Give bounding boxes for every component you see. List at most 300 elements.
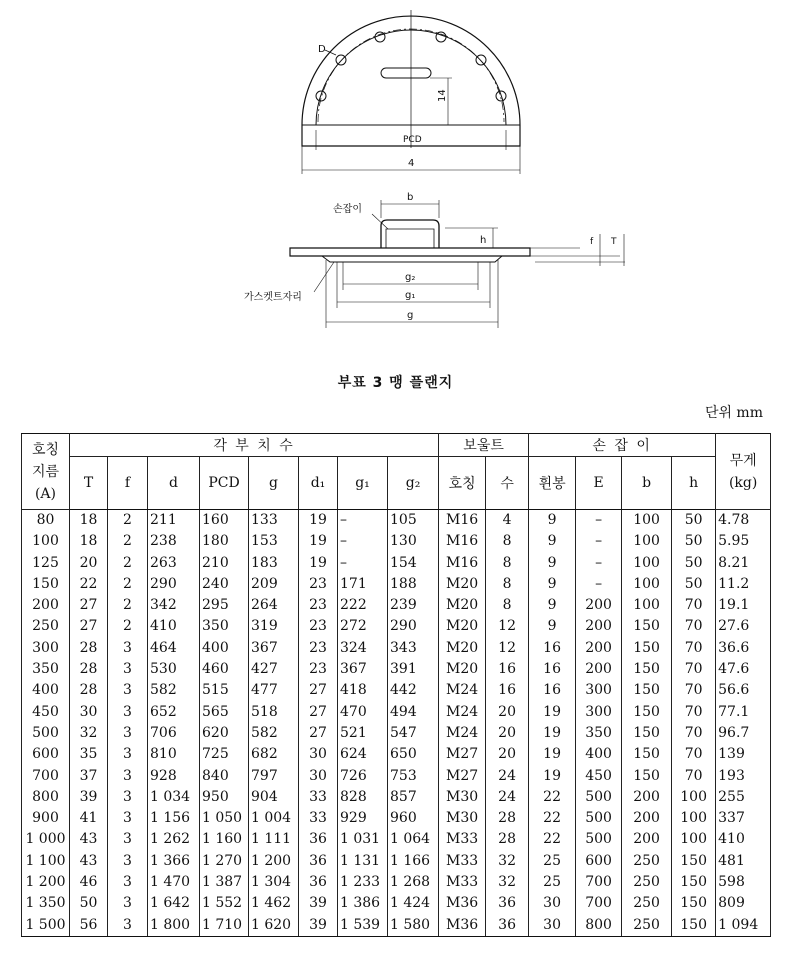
table-cell: 9: [529, 531, 576, 552]
table-cell: 200: [622, 808, 672, 829]
table-cell: 22: [529, 808, 576, 829]
table-cell: 470: [338, 702, 388, 723]
table-cell: 2: [108, 574, 148, 595]
table-cell: 2: [108, 595, 148, 616]
table-cell: 46: [70, 872, 108, 893]
table-cell: 1 200: [249, 851, 299, 872]
table-row: [22, 893, 771, 914]
label-gasket: 가스켓트자리: [244, 292, 302, 303]
table-cell: M33: [439, 851, 486, 872]
table-cell: 150: [622, 638, 672, 659]
table-cell: 56.6: [716, 680, 771, 701]
table-cell: 28: [70, 680, 108, 701]
table-cell: 500: [576, 808, 622, 829]
table-cell: 4: [486, 510, 529, 532]
table-cell: M24: [439, 702, 486, 723]
table-cell: 3: [108, 851, 148, 872]
table-cell: 16: [486, 680, 529, 701]
table-cell: 133: [249, 510, 299, 532]
table-cell: 150: [672, 851, 716, 872]
table-cell: 27: [70, 616, 108, 637]
table-cell: 1 270: [200, 851, 249, 872]
table-cell: –: [338, 510, 388, 532]
table-cell: 36: [299, 851, 338, 872]
table-cell: 37: [70, 766, 108, 787]
table-cell: 150: [672, 872, 716, 893]
table-cell: M33: [439, 872, 486, 893]
header-f: f: [108, 457, 148, 510]
table-cell: 30: [70, 702, 108, 723]
table-cell: 56: [70, 915, 108, 937]
table-cell: 150: [622, 659, 672, 680]
table-cell: 193: [716, 766, 771, 787]
table-cell: 410: [148, 616, 200, 637]
table-cell: M16: [439, 531, 486, 552]
table-cell: 3: [108, 680, 148, 701]
table-cell: 418: [338, 680, 388, 701]
table-cell: 624: [338, 744, 388, 765]
table-cell: 3: [108, 702, 148, 723]
table-cell: 24: [486, 766, 529, 787]
header-g2: g₂: [388, 457, 439, 510]
table-cell: 4.78: [716, 510, 771, 532]
table-cell: –: [338, 553, 388, 574]
table-cell: 9: [529, 553, 576, 574]
table-cell: 50: [70, 893, 108, 914]
header-bar: 휜봉: [529, 457, 576, 510]
table-cell: 295: [200, 595, 249, 616]
table-cell: 100: [672, 808, 716, 829]
table-cell: M24: [439, 723, 486, 744]
table-cell: 1 233: [338, 872, 388, 893]
table-cell: 20: [486, 702, 529, 723]
table-cell: M27: [439, 744, 486, 765]
header-handle: 손 잡 이: [529, 434, 716, 457]
table-cell: 521: [338, 723, 388, 744]
header-d1: d₁: [299, 457, 338, 510]
table-cell: 500: [576, 787, 622, 808]
table-cell: 2: [108, 510, 148, 532]
table-cell: 481: [716, 851, 771, 872]
table-cell: 1 050: [200, 808, 249, 829]
table-cell: 1 160: [200, 829, 249, 850]
table-cell: 39: [299, 893, 338, 914]
table-cell: 30: [299, 766, 338, 787]
table-cell: 39: [70, 787, 108, 808]
table-cell: 343: [388, 638, 439, 659]
label-14: 14: [437, 89, 448, 102]
table-cell: 19: [529, 723, 576, 744]
header-g: g: [249, 457, 299, 510]
table-row: [22, 851, 771, 872]
table-cell: 518: [249, 702, 299, 723]
table-cell: 367: [338, 659, 388, 680]
header-h: h: [672, 457, 716, 510]
table-cell: 650: [388, 744, 439, 765]
table-cell: 600: [22, 744, 70, 765]
table-cell: M16: [439, 510, 486, 532]
table-cell: 20: [486, 744, 529, 765]
table-row: [22, 723, 771, 744]
table-row: [22, 531, 771, 552]
table-cell: 2: [108, 531, 148, 552]
table-cell: 150: [622, 616, 672, 637]
table-cell: 3: [108, 766, 148, 787]
table-cell: 240: [200, 574, 249, 595]
table-cell: 3: [108, 893, 148, 914]
table-cell: 153: [249, 531, 299, 552]
table-cell: 19: [529, 766, 576, 787]
table-cell: 70: [672, 638, 716, 659]
table-cell: 8: [486, 531, 529, 552]
table-cell: 171: [338, 574, 388, 595]
table-cell: 24: [486, 787, 529, 808]
table-cell: 3: [108, 915, 148, 937]
table-cell: 857: [388, 787, 439, 808]
table-cell: 43: [70, 851, 108, 872]
table-cell: 36: [299, 872, 338, 893]
table-cell: 9: [529, 616, 576, 637]
unit-label: 단위 mm: [704, 405, 763, 421]
table-cell: 319: [249, 616, 299, 637]
blind-flange-table: [21, 433, 771, 937]
table-cell: 809: [716, 893, 771, 914]
table-cell: 36: [299, 829, 338, 850]
table-cell: M30: [439, 787, 486, 808]
label-g1: g₁: [405, 290, 416, 301]
table-row: [22, 595, 771, 616]
table-cell: 1 552: [200, 893, 249, 914]
table-cell: 12: [486, 616, 529, 637]
table-cell: 100: [622, 595, 672, 616]
table-cell: 19: [299, 531, 338, 552]
table-cell: 16: [529, 659, 576, 680]
table-cell: 50: [672, 510, 716, 532]
table-cell: 50: [672, 553, 716, 574]
table-cell: 3: [108, 872, 148, 893]
table-cell: 464: [148, 638, 200, 659]
table-cell: 725: [200, 744, 249, 765]
table-cell: M20: [439, 574, 486, 595]
table-cell: –: [576, 531, 622, 552]
table-cell: M20: [439, 638, 486, 659]
table-cell: 1 156: [148, 808, 200, 829]
table-cell: 70: [672, 723, 716, 744]
table-cell: 28: [486, 808, 529, 829]
table-cell: 16: [529, 638, 576, 659]
table-cell: 565: [200, 702, 249, 723]
table-cell: 238: [148, 531, 200, 552]
table-cell: 139: [716, 744, 771, 765]
table-cell: 30: [529, 915, 576, 937]
table-cell: 222: [338, 595, 388, 616]
table-cell: 350: [200, 616, 249, 637]
table-cell: 1 034: [148, 787, 200, 808]
table-row: [22, 766, 771, 787]
table-cell: 1 304: [249, 872, 299, 893]
table-cell: 950: [200, 787, 249, 808]
table-cell: 27: [299, 680, 338, 701]
table-cell: 810: [148, 744, 200, 765]
table-cell: M36: [439, 915, 486, 937]
table-cell: 35: [70, 744, 108, 765]
table-cell: 150: [672, 893, 716, 914]
table-cell: 828: [338, 787, 388, 808]
table-cell: 36: [486, 915, 529, 937]
table-cell: 500: [576, 829, 622, 850]
header-d: d: [148, 457, 200, 510]
table-cell: 96.7: [716, 723, 771, 744]
table-cell: 3: [108, 787, 148, 808]
table-cell: 1 710: [200, 915, 249, 937]
table-cell: 160: [200, 510, 249, 532]
table-cell: 23: [299, 659, 338, 680]
table-cell: 19: [299, 510, 338, 532]
table-cell: 16: [529, 680, 576, 701]
table-cell: 904: [249, 787, 299, 808]
table-cell: 400: [576, 744, 622, 765]
table-cell: 70: [672, 702, 716, 723]
table-cell: 515: [200, 680, 249, 701]
table-cell: M20: [439, 659, 486, 680]
table-cell: 19: [299, 553, 338, 574]
table-cell: 1 000: [22, 829, 70, 850]
table-cell: 5.95: [716, 531, 771, 552]
header-nominal-diameter: 호칭 지름 (A): [22, 434, 70, 510]
table-cell: 250: [622, 851, 672, 872]
table-cell: 200: [576, 659, 622, 680]
table-cell: 43: [70, 829, 108, 850]
table-cell: 9: [529, 574, 576, 595]
table-cell: 100: [622, 531, 672, 552]
table-cell: M20: [439, 616, 486, 637]
table-cell: 16: [486, 659, 529, 680]
table-cell: 150: [622, 723, 672, 744]
table-cell: 150: [672, 915, 716, 937]
table-row: [22, 702, 771, 723]
table-cell: 1 462: [249, 893, 299, 914]
table-row: [22, 680, 771, 701]
table-cell: 200: [576, 595, 622, 616]
label-4: 4: [408, 158, 415, 169]
table-cell: 70: [672, 766, 716, 787]
table-cell: 36.6: [716, 638, 771, 659]
header-t: T: [70, 457, 108, 510]
table-cell: 1 470: [148, 872, 200, 893]
header-bolt-size: 호칭: [439, 457, 486, 510]
table-cell: 12: [486, 638, 529, 659]
table-cell: 1 100: [22, 851, 70, 872]
table-cell: 960: [388, 808, 439, 829]
table-cell: 494: [388, 702, 439, 723]
table-cell: 450: [22, 702, 70, 723]
table-cell: 9: [529, 595, 576, 616]
table-cell: M24: [439, 680, 486, 701]
table-cell: 188: [388, 574, 439, 595]
table-cell: 700: [576, 872, 622, 893]
label-g: g: [407, 310, 414, 321]
table-row: [22, 638, 771, 659]
table-cell: 1 200: [22, 872, 70, 893]
header-e: E: [576, 457, 622, 510]
table-cell: 100: [622, 510, 672, 532]
table-cell: 150: [622, 744, 672, 765]
table-cell: 700: [22, 766, 70, 787]
table-caption: 부표 3 맹 플랜지: [337, 375, 454, 391]
label-g2: g₂: [405, 272, 416, 283]
table-cell: 150: [622, 766, 672, 787]
table-cell: 125: [22, 553, 70, 574]
table-cell: 620: [200, 723, 249, 744]
table-cell: 582: [148, 680, 200, 701]
header-bolt-count: 수: [486, 457, 529, 510]
label-handle: 손잡이: [333, 204, 362, 215]
table-cell: 27: [299, 702, 338, 723]
table-cell: 19: [529, 744, 576, 765]
table-cell: 1 366: [148, 851, 200, 872]
header-bolt: 보울트: [439, 434, 529, 457]
header-pcd: PCD: [200, 457, 249, 510]
table-cell: 33: [299, 787, 338, 808]
table-cell: 130: [388, 531, 439, 552]
table-cell: 3: [108, 723, 148, 744]
table-cell: 239: [388, 595, 439, 616]
table-cell: 460: [200, 659, 249, 680]
table-cell: M27: [439, 766, 486, 787]
table-cell: 250: [22, 616, 70, 637]
table-cell: 200: [622, 829, 672, 850]
table-cell: 272: [338, 616, 388, 637]
table-cell: 25: [529, 872, 576, 893]
table-cell: 706: [148, 723, 200, 744]
table-cell: 3: [108, 659, 148, 680]
table-cell: 28: [70, 638, 108, 659]
table-cell: 682: [249, 744, 299, 765]
table-cell: 500: [22, 723, 70, 744]
table-cell: 32: [70, 723, 108, 744]
table-cell: 18: [70, 531, 108, 552]
table-cell: 22: [70, 574, 108, 595]
label-f: f: [590, 237, 594, 247]
table-cell: 1 539: [338, 915, 388, 937]
label-d: D: [318, 44, 326, 55]
table-cell: 50: [672, 531, 716, 552]
table-cell: 80: [22, 510, 70, 532]
table-cell: 70: [672, 659, 716, 680]
table-row: [22, 510, 771, 532]
table-cell: 19.1: [716, 595, 771, 616]
table-cell: 255: [716, 787, 771, 808]
table-cell: 23: [299, 616, 338, 637]
table-cell: 200: [622, 787, 672, 808]
table-cell: 210: [200, 553, 249, 574]
table-row: [22, 787, 771, 808]
table-cell: 1 424: [388, 893, 439, 914]
table-cell: 211: [148, 510, 200, 532]
table-cell: 900: [22, 808, 70, 829]
table-cell: 726: [338, 766, 388, 787]
table-cell: M30: [439, 808, 486, 829]
flange-top-view: [302, 10, 520, 174]
table-cell: 300: [22, 638, 70, 659]
table-cell: 530: [148, 659, 200, 680]
table-cell: 337: [716, 808, 771, 829]
table-cell: M16: [439, 553, 486, 574]
table-cell: 32: [486, 872, 529, 893]
table-cell: 1 350: [22, 893, 70, 914]
table-cell: 8: [486, 595, 529, 616]
table-cell: 410: [716, 829, 771, 850]
table-cell: 19: [529, 702, 576, 723]
table-cell: 27.6: [716, 616, 771, 637]
table-cell: 1 620: [249, 915, 299, 937]
table-cell: 41: [70, 808, 108, 829]
table-cell: 3: [108, 638, 148, 659]
table-row: [22, 574, 771, 595]
table-cell: 342: [148, 595, 200, 616]
table-cell: 250: [622, 872, 672, 893]
table-cell: 209: [249, 574, 299, 595]
table-cell: 700: [576, 893, 622, 914]
table-cell: 36: [486, 893, 529, 914]
table-cell: 100: [672, 787, 716, 808]
table-cell: 582: [249, 723, 299, 744]
table-row: [22, 553, 771, 574]
table-row: [22, 915, 771, 937]
table-cell: 70: [672, 744, 716, 765]
table-cell: 1 064: [388, 829, 439, 850]
table-cell: 1 131: [338, 851, 388, 872]
table-cell: 100: [672, 829, 716, 850]
table-cell: 2: [108, 616, 148, 637]
table-cell: 1 642: [148, 893, 200, 914]
table-cell: 154: [388, 553, 439, 574]
table-cell: 27: [299, 723, 338, 744]
table-cell: 100: [622, 553, 672, 574]
table-cell: 250: [622, 893, 672, 914]
table-cell: 324: [338, 638, 388, 659]
table-cell: –: [338, 531, 388, 552]
table-cell: 290: [148, 574, 200, 595]
table-cell: 20: [70, 553, 108, 574]
table-cell: 1 094: [716, 915, 771, 937]
label-b: b: [407, 192, 414, 203]
table-row: [22, 616, 771, 637]
table-cell: 9: [529, 510, 576, 532]
table-cell: 400: [200, 638, 249, 659]
table-cell: 3: [108, 829, 148, 850]
table-cell: 33: [299, 808, 338, 829]
table-cell: –: [576, 574, 622, 595]
table-cell: 23: [299, 574, 338, 595]
table-cell: 1 004: [249, 808, 299, 829]
flange-side-view: [290, 200, 625, 328]
table-cell: 1 800: [148, 915, 200, 937]
table-cell: 22: [529, 787, 576, 808]
table-cell: 30: [529, 893, 576, 914]
table-cell: 350: [22, 659, 70, 680]
table-cell: 477: [249, 680, 299, 701]
table-cell: 70: [672, 616, 716, 637]
table-cell: 23: [299, 638, 338, 659]
table-cell: 1 387: [200, 872, 249, 893]
table-cell: 367: [249, 638, 299, 659]
table-cell: 652: [148, 702, 200, 723]
table-cell: 28: [70, 659, 108, 680]
table-row: [22, 744, 771, 765]
table-cell: 1 166: [388, 851, 439, 872]
table-cell: 8: [486, 574, 529, 595]
